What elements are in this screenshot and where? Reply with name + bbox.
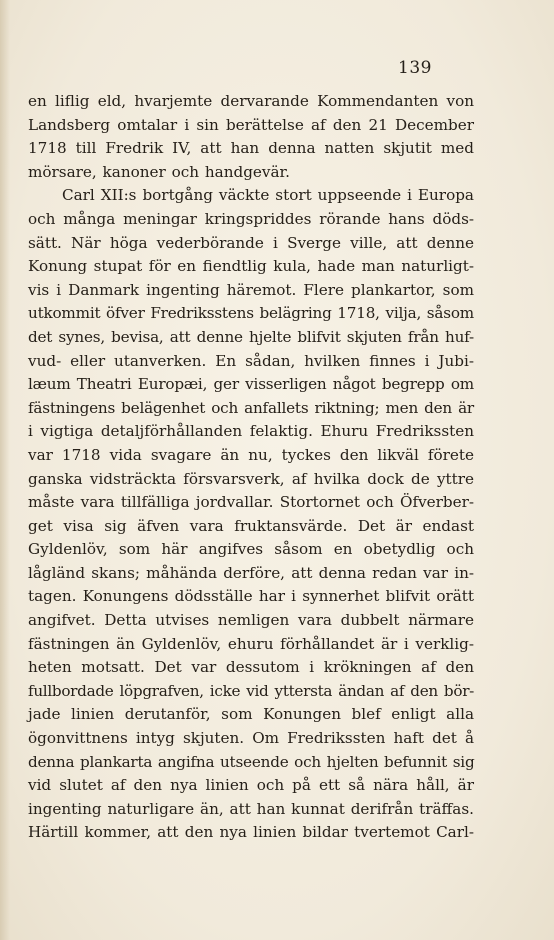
text-line: denna plankarta angifna utseende och hjelten befunnit sig xyxy=(28,752,475,771)
text-line: fästningens belägenhet och anfallets riktning; men den är xyxy=(28,398,474,417)
text-line: vud- eller utanverken. En sådan, hvilken finnes i Jubi- xyxy=(28,351,474,370)
text-line: get visa sig äfven vara fruktansvärde. Det är endast xyxy=(28,516,474,535)
text-line: utkommit öfver Fredriksstens belägring 1718, vilja, såsom xyxy=(28,304,474,323)
text-line: Landsberg omtalar i sin berättelse af den 21 December xyxy=(28,115,474,134)
text-line: fästningen än Gyldenlöv, ehuru förhållandet är i verklig- xyxy=(28,634,474,653)
text-line: det synes, bevisa, att denne hjelte blifvit skjuten från huf- xyxy=(28,327,474,346)
text-line: måste vara tillfälliga jordvallar. Stortornet och Öfverber- xyxy=(28,493,474,512)
text-line: Härtill kommer, att den nya linien bildar tvertemot Carl- xyxy=(28,823,474,842)
text-line: Carl XII:s bortgång väckte stort uppseende i Europa xyxy=(62,186,474,205)
text-line: 1718 till Fredrik IV, att han denna natten skjutit med xyxy=(28,139,474,158)
text-line: fullbordade löpgrafven, icke vid yttersta ändan af den bör- xyxy=(28,681,474,700)
text-line: Konung stupat för en fiendtlig kula, hade man naturligt- xyxy=(28,257,474,276)
text-line: Gyldenlöv, som här angifves såsom en obetydlig och xyxy=(28,540,474,559)
page-number: 139 xyxy=(398,58,432,78)
text-line: tagen. Konungens dödsställe har i synnerhet blifvit orätt xyxy=(28,587,474,606)
text-line: angifvet. Detta utvises nemligen vara dubbelt närmare xyxy=(28,611,474,630)
text-line: i vigtiga detaljförhållanden felaktig. Ehuru Fredrikssten xyxy=(28,422,474,441)
text-line: jade linien derutanför, som Konungen blef enligt alla xyxy=(28,705,474,724)
page-spine-shadow xyxy=(0,0,10,940)
text-line: ögonvittnens intyg skjuten. Om Fredrikssten haft det å xyxy=(28,729,474,748)
text-line: mörsare, kanoner och handgevär. xyxy=(28,162,290,181)
text-line: heten motsatt. Det var dessutom i krökningen af den xyxy=(28,658,474,677)
text-line: var 1718 vida svagare än nu, tyckes den likväl förete xyxy=(28,445,474,464)
text-line: sätt. När höga vederbörande i Sverge ville, att denne xyxy=(28,233,474,252)
text-line: och många meningar kringspriddes rörande hans döds- xyxy=(28,209,474,228)
text-line: vid slutet af den nya linien och på ett så nära håll, är xyxy=(28,776,474,795)
text-line: ingenting naturligare än, att han kunnat derifrån träffas. xyxy=(28,799,474,818)
body-text xyxy=(28,90,474,845)
text-line: vis i Danmark ingenting häremot. Flere plankartor, som xyxy=(28,280,474,299)
text-line: ganska vidsträckta försvarsverk, af hvilka dock de yttre xyxy=(28,469,474,488)
text-line: en liflig eld, hvarjemte dervarande Kommendanten von xyxy=(28,92,474,110)
text-line: lågländ skans; måhända derföre, att denna redan var in- xyxy=(28,563,474,582)
text-line: læum Theatri Europæi, ger visserligen något begrepp om xyxy=(28,375,474,394)
